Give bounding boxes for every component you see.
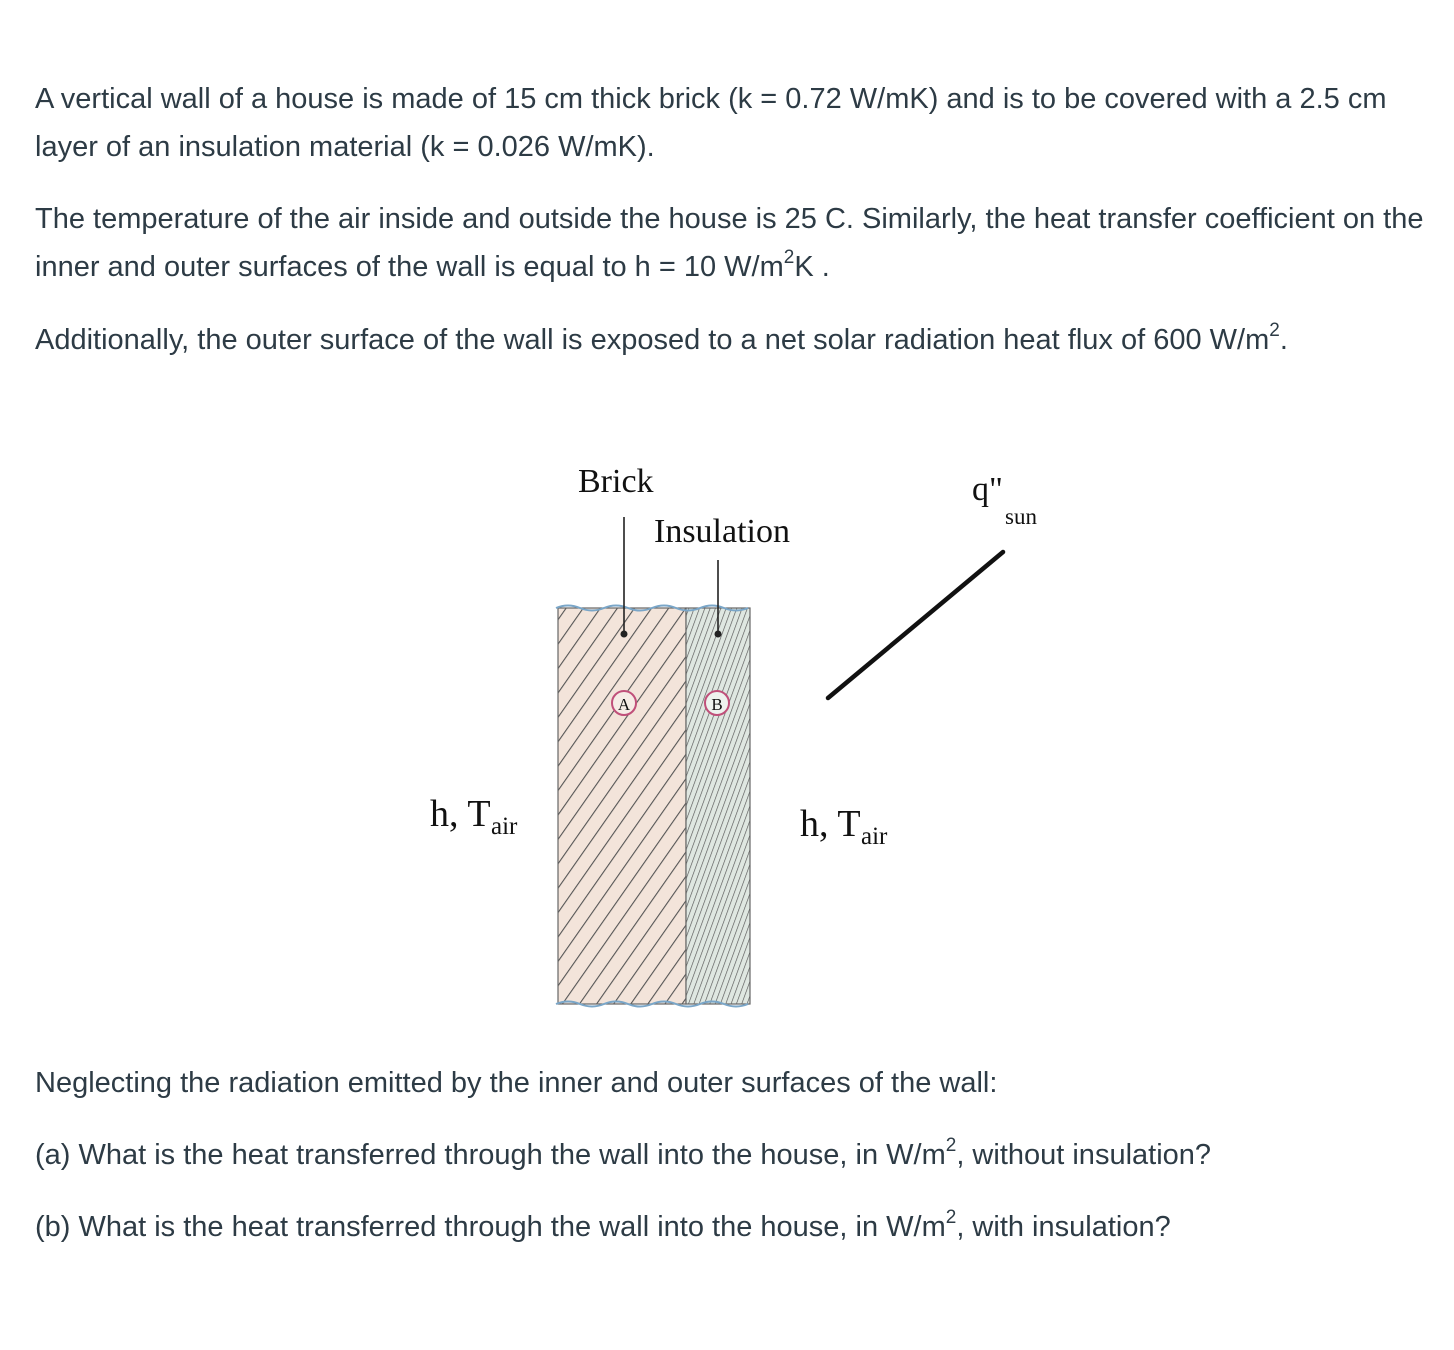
q-sun-subscript: sun <box>1005 504 1037 529</box>
p3-text: Additionally, the outer surface of the wall is exposed to a net solar radiation heat flux of 600 W/m <box>35 324 1270 356</box>
problem-paragraph-1: A vertical wall of a house is made of 15 cm thick brick (k = 0.72 W/mK) and is to be covered with a 2.5 cm layer of an insulation material (k = 0.026 W/mK). <box>35 83 1387 163</box>
outside-convection-subscript: air <box>861 823 888 850</box>
insulation-leader-dot <box>715 631 722 638</box>
p2-text-end: K . <box>794 251 830 283</box>
problem-paragraph-3 <box>35 316 1425 364</box>
problem-paragraph-4: Neglecting the radiation emitted by the inner and outer surfaces of the wall: <box>35 1067 998 1099</box>
inside-convection-label: h, T <box>430 793 491 835</box>
question-a-superscript: 2 <box>945 1135 957 1157</box>
problem-paragraph-2 <box>35 195 1425 291</box>
solar-ray-line <box>828 552 1003 698</box>
question-b-superscript: 2 <box>945 1207 957 1229</box>
question-b <box>35 1203 1425 1251</box>
q-sun-symbol: q" <box>972 471 1003 508</box>
p3-text-end: . <box>1279 324 1288 356</box>
brick-layer <box>558 608 686 1004</box>
brick-label: Brick <box>578 463 654 500</box>
p2-superscript: 2 <box>783 247 795 269</box>
outside-convection-label: h, T <box>800 803 861 845</box>
p2-text: The temperature of the air inside and outside the house is 25 C. Similarly, the heat transfer coefficient on the inner and outer surfaces of the wall is equal to h = 10 W/m <box>35 203 1424 283</box>
question-b-text-end: , with insulation? <box>956 1211 1171 1243</box>
question-a-text: (a) What is the heat transferred through the wall into the house, in W/m <box>35 1139 946 1171</box>
insulation-label: Insulation <box>654 513 790 550</box>
question-b-text: (b) What is the heat transferred through the wall into the house, in W/m <box>35 1211 946 1243</box>
wall-diagram <box>380 445 1100 1035</box>
marker-a-label: A <box>617 695 631 714</box>
question-a-text-end: , without insulation? <box>956 1139 1212 1171</box>
brick-leader-dot <box>621 631 628 638</box>
question-a <box>35 1131 1425 1179</box>
q-sun-label <box>972 471 1003 508</box>
p3-superscript: 2 <box>1269 320 1280 342</box>
insulation-layer <box>686 608 750 1004</box>
marker-b-label: B <box>711 695 723 714</box>
inside-convection-subscript: air <box>491 813 518 840</box>
